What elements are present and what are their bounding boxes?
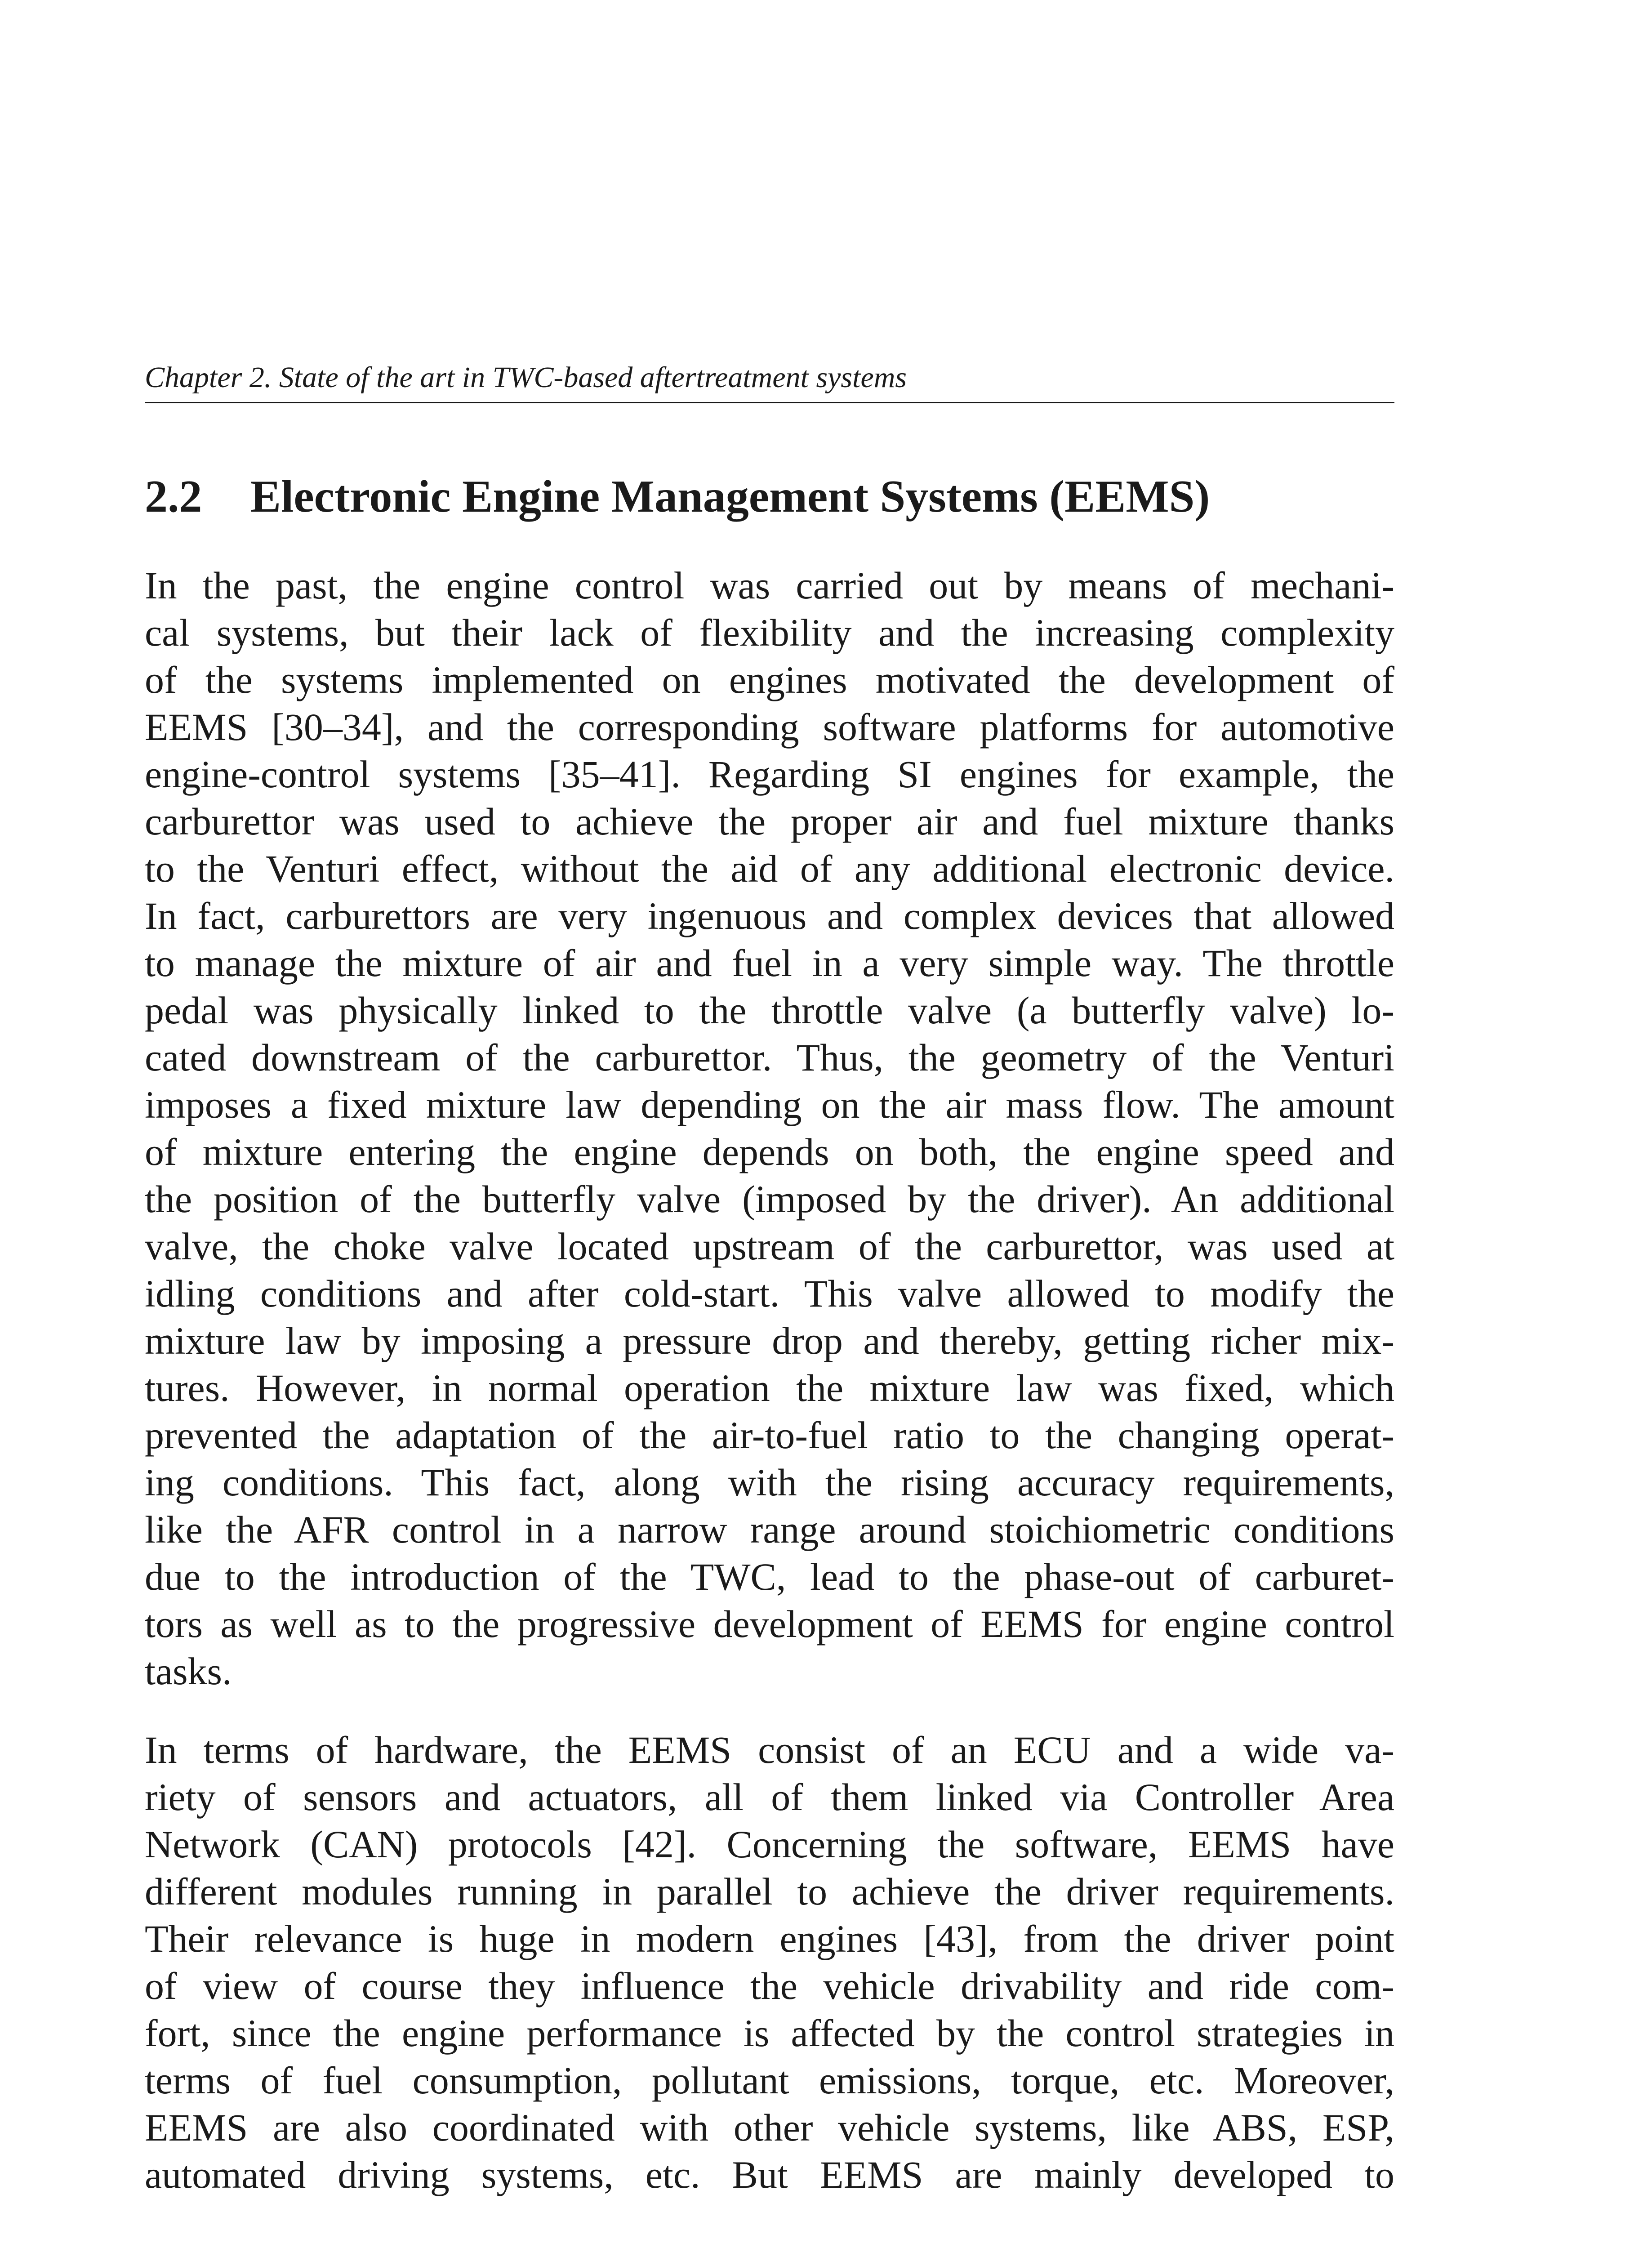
text-line: the position of the butterfly valve (imposed by the driver). An additional <box>145 1178 1394 1221</box>
text-line: valve, the choke valve located upstream of the carburettor, was used at <box>145 1225 1394 1268</box>
text-line: Their relevance is huge in modern engines [43], from the driver point <box>145 1917 1394 1960</box>
text-line: engine-control systems [35–41]. Regarding SI engines for example, the <box>145 753 1394 796</box>
text-line: automated driving systems, etc. But EEMS are mainly developed to <box>145 2153 1394 2196</box>
text-line: prevented the adaptation of the air-to-fuel ratio to the changing operat- <box>145 1414 1394 1457</box>
text-line: EEMS are also coordinated with other vehicle systems, like ABS, ESP, <box>145 2106 1394 2149</box>
paragraph <box>145 562 1394 1695</box>
text-line: to manage the mixture of air and fuel in a very simple way. The throttle <box>145 941 1394 985</box>
text-line: riety of sensors and actuators, all of them linked via Controller Area <box>145 1775 1394 1819</box>
section-number: 2.2 <box>145 471 202 522</box>
text-line: In the past, the engine control was carried out by means of mechani- <box>145 564 1394 607</box>
text-line: different modules running in parallel to achieve the driver requirements. <box>145 1870 1394 1913</box>
text-line: carburettor was used to achieve the proper air and fuel mixture thanks <box>145 800 1394 843</box>
text-line: of view of course they influence the vehicle drivability and ride com- <box>145 1964 1394 2007</box>
running-header: Chapter 2. State of the art in TWC-based aftertreatment systems <box>145 361 907 394</box>
text-line: cal systems, but their lack of flexibility and the increasing complexity <box>145 611 1394 654</box>
text-line: due to the introduction of the TWC, lead to the phase-out of carburet- <box>145 1555 1394 1598</box>
text-line: tures. However, in normal operation the mixture law was fixed, which <box>145 1366 1394 1409</box>
text-line: of the systems implemented on engines motivated the development of <box>145 658 1394 701</box>
text-line: EEMS [30–34], and the corresponding software platforms for automotive <box>145 705 1394 749</box>
text-line: ing conditions. This fact, along with the rising accuracy requirements, <box>145 1461 1394 1504</box>
text-line: pedal was physically linked to the throttle valve (a butterfly valve) lo- <box>145 989 1394 1032</box>
section-title: Electronic Engine Management Systems (EEMS) <box>250 471 1210 522</box>
text-line: idling conditions and after cold-start. This valve allowed to modify the <box>145 1272 1394 1315</box>
text-line: tasks. <box>145 1650 232 1693</box>
text-line: cated downstream of the carburettor. Thus, the geometry of the Venturi <box>145 1036 1394 1079</box>
text-line: imposes a fixed mixture law depending on the air mass flow. The amount <box>145 1083 1394 1126</box>
text-line: terms of fuel consumption, pollutant emissions, torque, etc. Moreover, <box>145 2059 1394 2102</box>
text-line: like the AFR control in a narrow range around stoichiometric conditions <box>145 1508 1394 1551</box>
text-line: Network (CAN) protocols [42]. Concerning the software, EEMS have <box>145 1823 1394 1866</box>
text-line: In fact, carburettors are very ingenuous and complex devices that allowed <box>145 894 1394 937</box>
text-line: fort, since the engine performance is affected by the control strategies in <box>145 2012 1394 2055</box>
paragraph <box>145 1726 1394 2199</box>
text-line: tors as well as to the progressive development of EEMS for engine control <box>145 1602 1394 1646</box>
text-line: to the Venturi effect, without the aid of any additional electronic device. <box>145 847 1394 890</box>
text-line: In terms of hardware, the EEMS consist of an ECU and a wide va- <box>145 1728 1394 1771</box>
section-heading <box>145 468 1394 526</box>
header-rule <box>145 402 1394 403</box>
text-line: of mixture entering the engine depends on both, the engine speed and <box>145 1130 1394 1173</box>
text-line: mixture law by imposing a pressure drop and thereby, getting richer mix- <box>145 1319 1394 1362</box>
